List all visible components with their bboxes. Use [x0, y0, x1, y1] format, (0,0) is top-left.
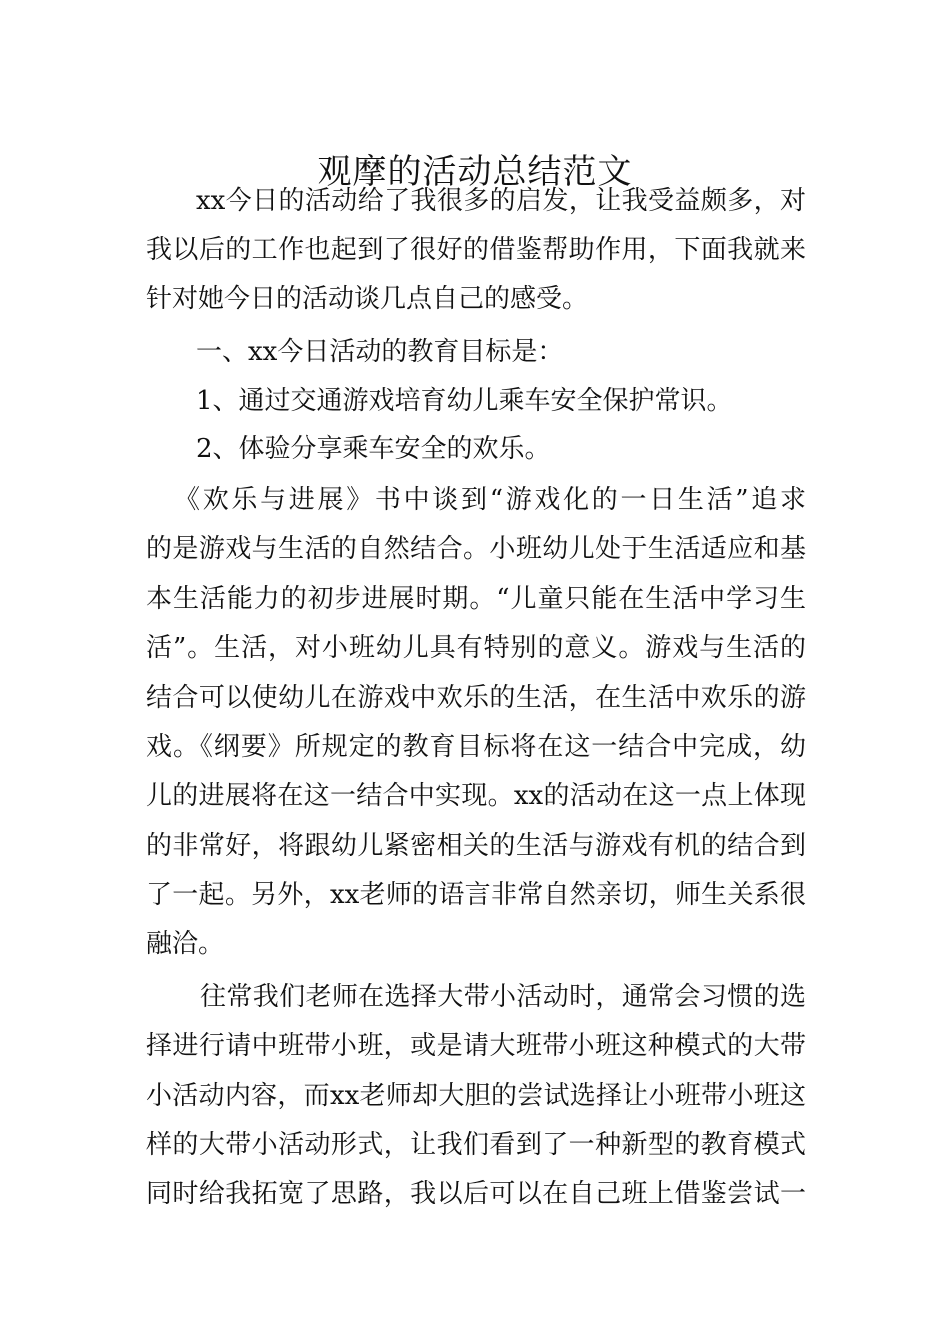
paragraph-line: 针对她今日的活动谈几点自己的感受。 — [146, 284, 589, 314]
paragraph-line: 样的大带小活动形式，让我们看到了一种新型的教育模式 — [146, 1130, 806, 1160]
paragraph-line: 活”。生活，对小班幼儿具有特别的意义。游戏与生活的 — [146, 633, 806, 663]
paragraph-line: 我以后的工作也起到了很好的借鉴帮助作用，下面我就来 — [146, 235, 806, 265]
document-title: 观摩的活动总结范文 — [317, 151, 633, 192]
paragraph-line: 儿的进展将在这一结合中实现。xx的活动在这一点上体现 — [146, 781, 806, 811]
paragraph-line: 结合可以使幼儿在游戏中欢乐的生活，在生活中欢乐的游 — [146, 683, 806, 713]
paragraph-line: 了一起。另外，xx老师的语言非常自然亲切，师生关系很 — [146, 880, 806, 910]
paragraph-line: 一、xx今日活动的教育目标是： — [196, 337, 564, 367]
paragraph-line: 本生活能力的初步进展时期。“儿童只能在生活中学习生 — [146, 584, 806, 614]
paragraph-line: xx今日的活动给了我很多的启发，让我受益颇多，对 — [196, 186, 806, 216]
paragraph-line: 2、体验分享乘车安全的欢乐。 — [196, 434, 551, 464]
paragraph-line: 《欢乐与进展》书中谈到“游戏化的一日生活”追求 — [174, 485, 806, 515]
paragraph-line: 小活动内容，而xx老师却大胆的尝试选择让小班带小班这 — [146, 1081, 806, 1111]
paragraph-line: 同时给我拓宽了思路，我以后可以在自己班上借鉴尝试一 — [146, 1179, 806, 1209]
paragraph-line: 的非常好，将跟幼儿紧密相关的生活与游戏有机的结合到 — [146, 831, 806, 861]
paragraph-line: 往常我们老师在选择大带小活动时，通常会习惯的选 — [200, 982, 806, 1012]
paragraph-line: 融洽。 — [146, 929, 225, 959]
paragraph-line: 1、通过交通游戏培育幼儿乘车安全保护常识。 — [196, 386, 733, 416]
paragraph-line: 戏。《纲要》所规定的教育目标将在这一结合中完成，幼 — [146, 732, 806, 762]
paragraph-line: 择进行请中班带小班，或是请大班带小班这种模式的大带 — [146, 1031, 806, 1061]
paragraph-line: 的是游戏与生活的自然结合。小班幼儿处于生活适应和基 — [146, 534, 806, 564]
